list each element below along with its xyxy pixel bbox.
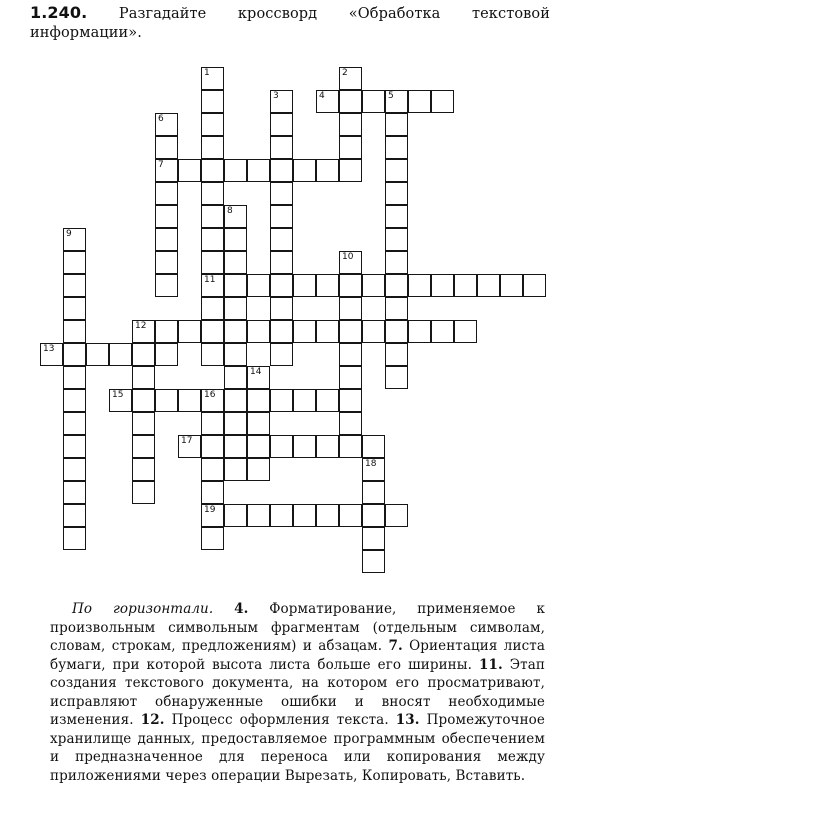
clue-text: Процесс оформления текста. bbox=[171, 712, 389, 728]
crossword-cell bbox=[362, 435, 385, 458]
crossword-cell bbox=[63, 366, 86, 389]
crossword-cell bbox=[132, 366, 155, 389]
crossword-cell bbox=[155, 251, 178, 274]
crossword-cell bbox=[270, 90, 293, 113]
crossword-cell bbox=[385, 90, 408, 113]
clues-block bbox=[50, 600, 545, 785]
clue-number-label: 15 bbox=[112, 390, 124, 400]
crossword-cell bbox=[431, 274, 454, 297]
crossword-cell bbox=[247, 389, 270, 412]
crossword-cell bbox=[339, 90, 362, 113]
crossword-cell bbox=[201, 389, 224, 412]
crossword-cell bbox=[155, 228, 178, 251]
crossword-cell bbox=[201, 435, 224, 458]
crossword-cell bbox=[132, 412, 155, 435]
crossword-cell bbox=[224, 320, 247, 343]
crossword-cell bbox=[224, 412, 247, 435]
clue-text: Этап создания текстового документа, на котором его просматривают, исправляют обнаруженные ошибки и вносят необходимые изменения. bbox=[50, 656, 545, 728]
crossword-cell bbox=[385, 159, 408, 182]
crossword-cell bbox=[63, 389, 86, 412]
crossword-cell bbox=[339, 136, 362, 159]
clue-number-label: 1 bbox=[204, 68, 210, 78]
crossword-cell bbox=[270, 205, 293, 228]
clue-text: Форматирование, применяемое к произвольным символьным фрагментам (отдельным символам, словам, строкам, предложениям) и абзацам. bbox=[50, 601, 545, 654]
crossword-cell bbox=[201, 159, 224, 182]
crossword-cell bbox=[63, 527, 86, 550]
crossword-cell bbox=[224, 228, 247, 251]
crossword-cell bbox=[362, 550, 385, 573]
crossword-cell bbox=[132, 320, 155, 343]
clue-number-label: 6 bbox=[158, 114, 164, 124]
crossword-cell bbox=[385, 366, 408, 389]
crossword-cell bbox=[178, 435, 201, 458]
crossword-cell bbox=[270, 389, 293, 412]
clue-number-label: 11 bbox=[204, 275, 216, 285]
crossword-cell bbox=[523, 274, 546, 297]
crossword-cell bbox=[293, 389, 316, 412]
crossword-cell bbox=[270, 343, 293, 366]
crossword-cell bbox=[362, 527, 385, 550]
crossword-cell bbox=[385, 136, 408, 159]
crossword-cell bbox=[247, 159, 270, 182]
crossword-cell bbox=[155, 389, 178, 412]
crossword-cell bbox=[178, 320, 201, 343]
clue-number-label: 19 bbox=[204, 505, 216, 515]
clue-number: 13. bbox=[395, 712, 420, 728]
crossword-cell bbox=[247, 412, 270, 435]
crossword-cell bbox=[270, 435, 293, 458]
crossword-cell bbox=[132, 458, 155, 481]
crossword-cell bbox=[270, 504, 293, 527]
task-number: 1.240. bbox=[30, 3, 88, 22]
crossword-cell bbox=[362, 481, 385, 504]
crossword-cell bbox=[201, 343, 224, 366]
crossword-cell bbox=[408, 274, 431, 297]
crossword-cell bbox=[408, 90, 431, 113]
clue-number-label: 2 bbox=[342, 68, 348, 78]
crossword-cell bbox=[385, 320, 408, 343]
clue-number-label: 13 bbox=[43, 344, 55, 354]
clue-number-label: 10 bbox=[342, 252, 354, 262]
crossword-cell bbox=[155, 343, 178, 366]
crossword-cell bbox=[224, 159, 247, 182]
clues-section-title: По горизонтали. bbox=[72, 601, 214, 617]
crossword-cell bbox=[247, 458, 270, 481]
crossword-cell bbox=[224, 458, 247, 481]
crossword-cell bbox=[155, 320, 178, 343]
crossword-cell bbox=[201, 182, 224, 205]
crossword-cell bbox=[385, 205, 408, 228]
crossword-cell bbox=[454, 274, 477, 297]
clue-number: 12. bbox=[140, 712, 165, 728]
crossword-cell bbox=[293, 504, 316, 527]
crossword-cell bbox=[224, 251, 247, 274]
crossword-cell bbox=[63, 458, 86, 481]
crossword-cell bbox=[224, 297, 247, 320]
crossword-cell bbox=[201, 228, 224, 251]
crossword-cell bbox=[431, 320, 454, 343]
crossword-cell bbox=[316, 389, 339, 412]
crossword-cell bbox=[270, 182, 293, 205]
crossword-cell bbox=[270, 251, 293, 274]
crossword-cell bbox=[293, 159, 316, 182]
crossword-cell bbox=[224, 366, 247, 389]
crossword-cell bbox=[293, 274, 316, 297]
crossword-cell bbox=[385, 297, 408, 320]
crossword-cell bbox=[408, 320, 431, 343]
crossword-cell bbox=[155, 182, 178, 205]
crossword-cell bbox=[385, 228, 408, 251]
crossword-cell bbox=[178, 389, 201, 412]
crossword-cell bbox=[155, 274, 178, 297]
crossword-cell bbox=[63, 504, 86, 527]
crossword-cell bbox=[40, 343, 63, 366]
crossword-cell bbox=[316, 320, 339, 343]
clue-number-label: 12 bbox=[135, 321, 147, 331]
crossword-cell bbox=[63, 412, 86, 435]
clue-number-label: 18 bbox=[365, 459, 377, 469]
crossword-cell bbox=[339, 412, 362, 435]
crossword-cell bbox=[201, 113, 224, 136]
crossword-cell bbox=[132, 435, 155, 458]
crossword-cell bbox=[339, 274, 362, 297]
crossword-cell bbox=[339, 435, 362, 458]
crossword-cell bbox=[270, 228, 293, 251]
crossword-cell bbox=[63, 297, 86, 320]
crossword-cell bbox=[247, 504, 270, 527]
crossword-cell bbox=[362, 504, 385, 527]
crossword-cell bbox=[201, 90, 224, 113]
crossword-cell bbox=[477, 274, 500, 297]
crossword-cell bbox=[293, 435, 316, 458]
crossword-cell bbox=[339, 297, 362, 320]
crossword-cell bbox=[339, 320, 362, 343]
crossword-cell bbox=[132, 389, 155, 412]
crossword-cell bbox=[201, 274, 224, 297]
crossword-cell bbox=[339, 251, 362, 274]
crossword-cell bbox=[201, 205, 224, 228]
crossword-cell bbox=[316, 504, 339, 527]
crossword-cell bbox=[362, 90, 385, 113]
crossword-cell bbox=[155, 136, 178, 159]
clue-number: 4. bbox=[234, 601, 249, 617]
clue-number-label: 14 bbox=[250, 367, 262, 377]
crossword-cell bbox=[63, 343, 86, 366]
crossword-cell bbox=[316, 274, 339, 297]
crossword-cell bbox=[339, 159, 362, 182]
clue-number-label: 3 bbox=[273, 91, 279, 101]
clue-number-label: 17 bbox=[181, 436, 193, 446]
clue-text: Ориентация листа бумаги, при которой высота листа больше его ширины. bbox=[50, 638, 545, 673]
crossword-cell bbox=[201, 251, 224, 274]
crossword-cell bbox=[224, 274, 247, 297]
crossword-cell bbox=[63, 251, 86, 274]
crossword-cell bbox=[385, 251, 408, 274]
crossword-cell bbox=[362, 320, 385, 343]
crossword-cell bbox=[270, 113, 293, 136]
crossword-cell bbox=[270, 159, 293, 182]
crossword-cell bbox=[132, 343, 155, 366]
crossword-cell bbox=[63, 320, 86, 343]
crossword-cell bbox=[247, 435, 270, 458]
crossword-cell bbox=[339, 343, 362, 366]
crossword-cell bbox=[316, 90, 339, 113]
crossword-cell bbox=[293, 320, 316, 343]
crossword-cell bbox=[247, 274, 270, 297]
clue-number-label: 8 bbox=[227, 206, 233, 216]
clue-number-label: 4 bbox=[319, 91, 325, 101]
crossword-cell bbox=[201, 527, 224, 550]
crossword-cell bbox=[224, 504, 247, 527]
crossword-cell bbox=[500, 274, 523, 297]
crossword-cell bbox=[155, 113, 178, 136]
crossword-cell bbox=[109, 389, 132, 412]
clue-number: 11. bbox=[478, 656, 503, 673]
crossword-cell bbox=[109, 343, 132, 366]
crossword-cell bbox=[201, 67, 224, 90]
crossword-cell bbox=[224, 343, 247, 366]
crossword-cell bbox=[316, 159, 339, 182]
crossword-cell bbox=[316, 435, 339, 458]
crossword-cell bbox=[201, 136, 224, 159]
crossword-cell bbox=[339, 389, 362, 412]
crossword-cell bbox=[201, 412, 224, 435]
crossword-cell bbox=[270, 274, 293, 297]
crossword-cell bbox=[201, 458, 224, 481]
crossword-cell bbox=[86, 343, 109, 366]
clue-number-label: 5 bbox=[388, 91, 394, 101]
clue-number-label: 9 bbox=[66, 229, 72, 239]
crossword-cell bbox=[201, 481, 224, 504]
crossword-cell bbox=[385, 182, 408, 205]
clue-number-label: 7 bbox=[158, 160, 164, 170]
crossword-cell bbox=[247, 366, 270, 389]
crossword-cell bbox=[339, 504, 362, 527]
crossword-cell bbox=[201, 297, 224, 320]
crossword-cell bbox=[362, 458, 385, 481]
clue-list bbox=[50, 601, 545, 784]
crossword-cell bbox=[339, 113, 362, 136]
crossword-cell bbox=[454, 320, 477, 343]
crossword-cell bbox=[385, 274, 408, 297]
crossword-cell bbox=[63, 481, 86, 504]
task-title: Разгадайте кроссворд «Обработка текстовой информации». bbox=[30, 6, 551, 41]
crossword-cell bbox=[339, 366, 362, 389]
clue-text: Промежуточное хранилище данных, предоставляемое программным обеспечением и предназначенное для переноса или копирования между приложениями через операции Вырезать, Копировать, Вставить. bbox=[50, 712, 545, 784]
crossword-cell bbox=[385, 504, 408, 527]
crossword-cell bbox=[224, 435, 247, 458]
crossword-cell bbox=[63, 228, 86, 251]
crossword-cell bbox=[385, 113, 408, 136]
crossword-cell bbox=[224, 389, 247, 412]
crossword-cell bbox=[339, 67, 362, 90]
crossword-cell bbox=[155, 159, 178, 182]
crossword-cell bbox=[132, 481, 155, 504]
clue-number: 7. bbox=[388, 638, 403, 654]
crossword-cell bbox=[247, 320, 270, 343]
crossword-cell bbox=[63, 435, 86, 458]
crossword-cell bbox=[385, 343, 408, 366]
crossword-cell bbox=[362, 274, 385, 297]
crossword-cell bbox=[270, 136, 293, 159]
crossword-cell bbox=[201, 504, 224, 527]
crossword-cell bbox=[270, 297, 293, 320]
crossword-cell bbox=[63, 274, 86, 297]
crossword-cell bbox=[431, 90, 454, 113]
crossword-cell bbox=[201, 320, 224, 343]
crossword-cell bbox=[155, 205, 178, 228]
clue-number-label: 16 bbox=[204, 390, 216, 400]
crossword-cell bbox=[178, 159, 201, 182]
crossword-cell bbox=[224, 205, 247, 228]
crossword-cell bbox=[270, 320, 293, 343]
